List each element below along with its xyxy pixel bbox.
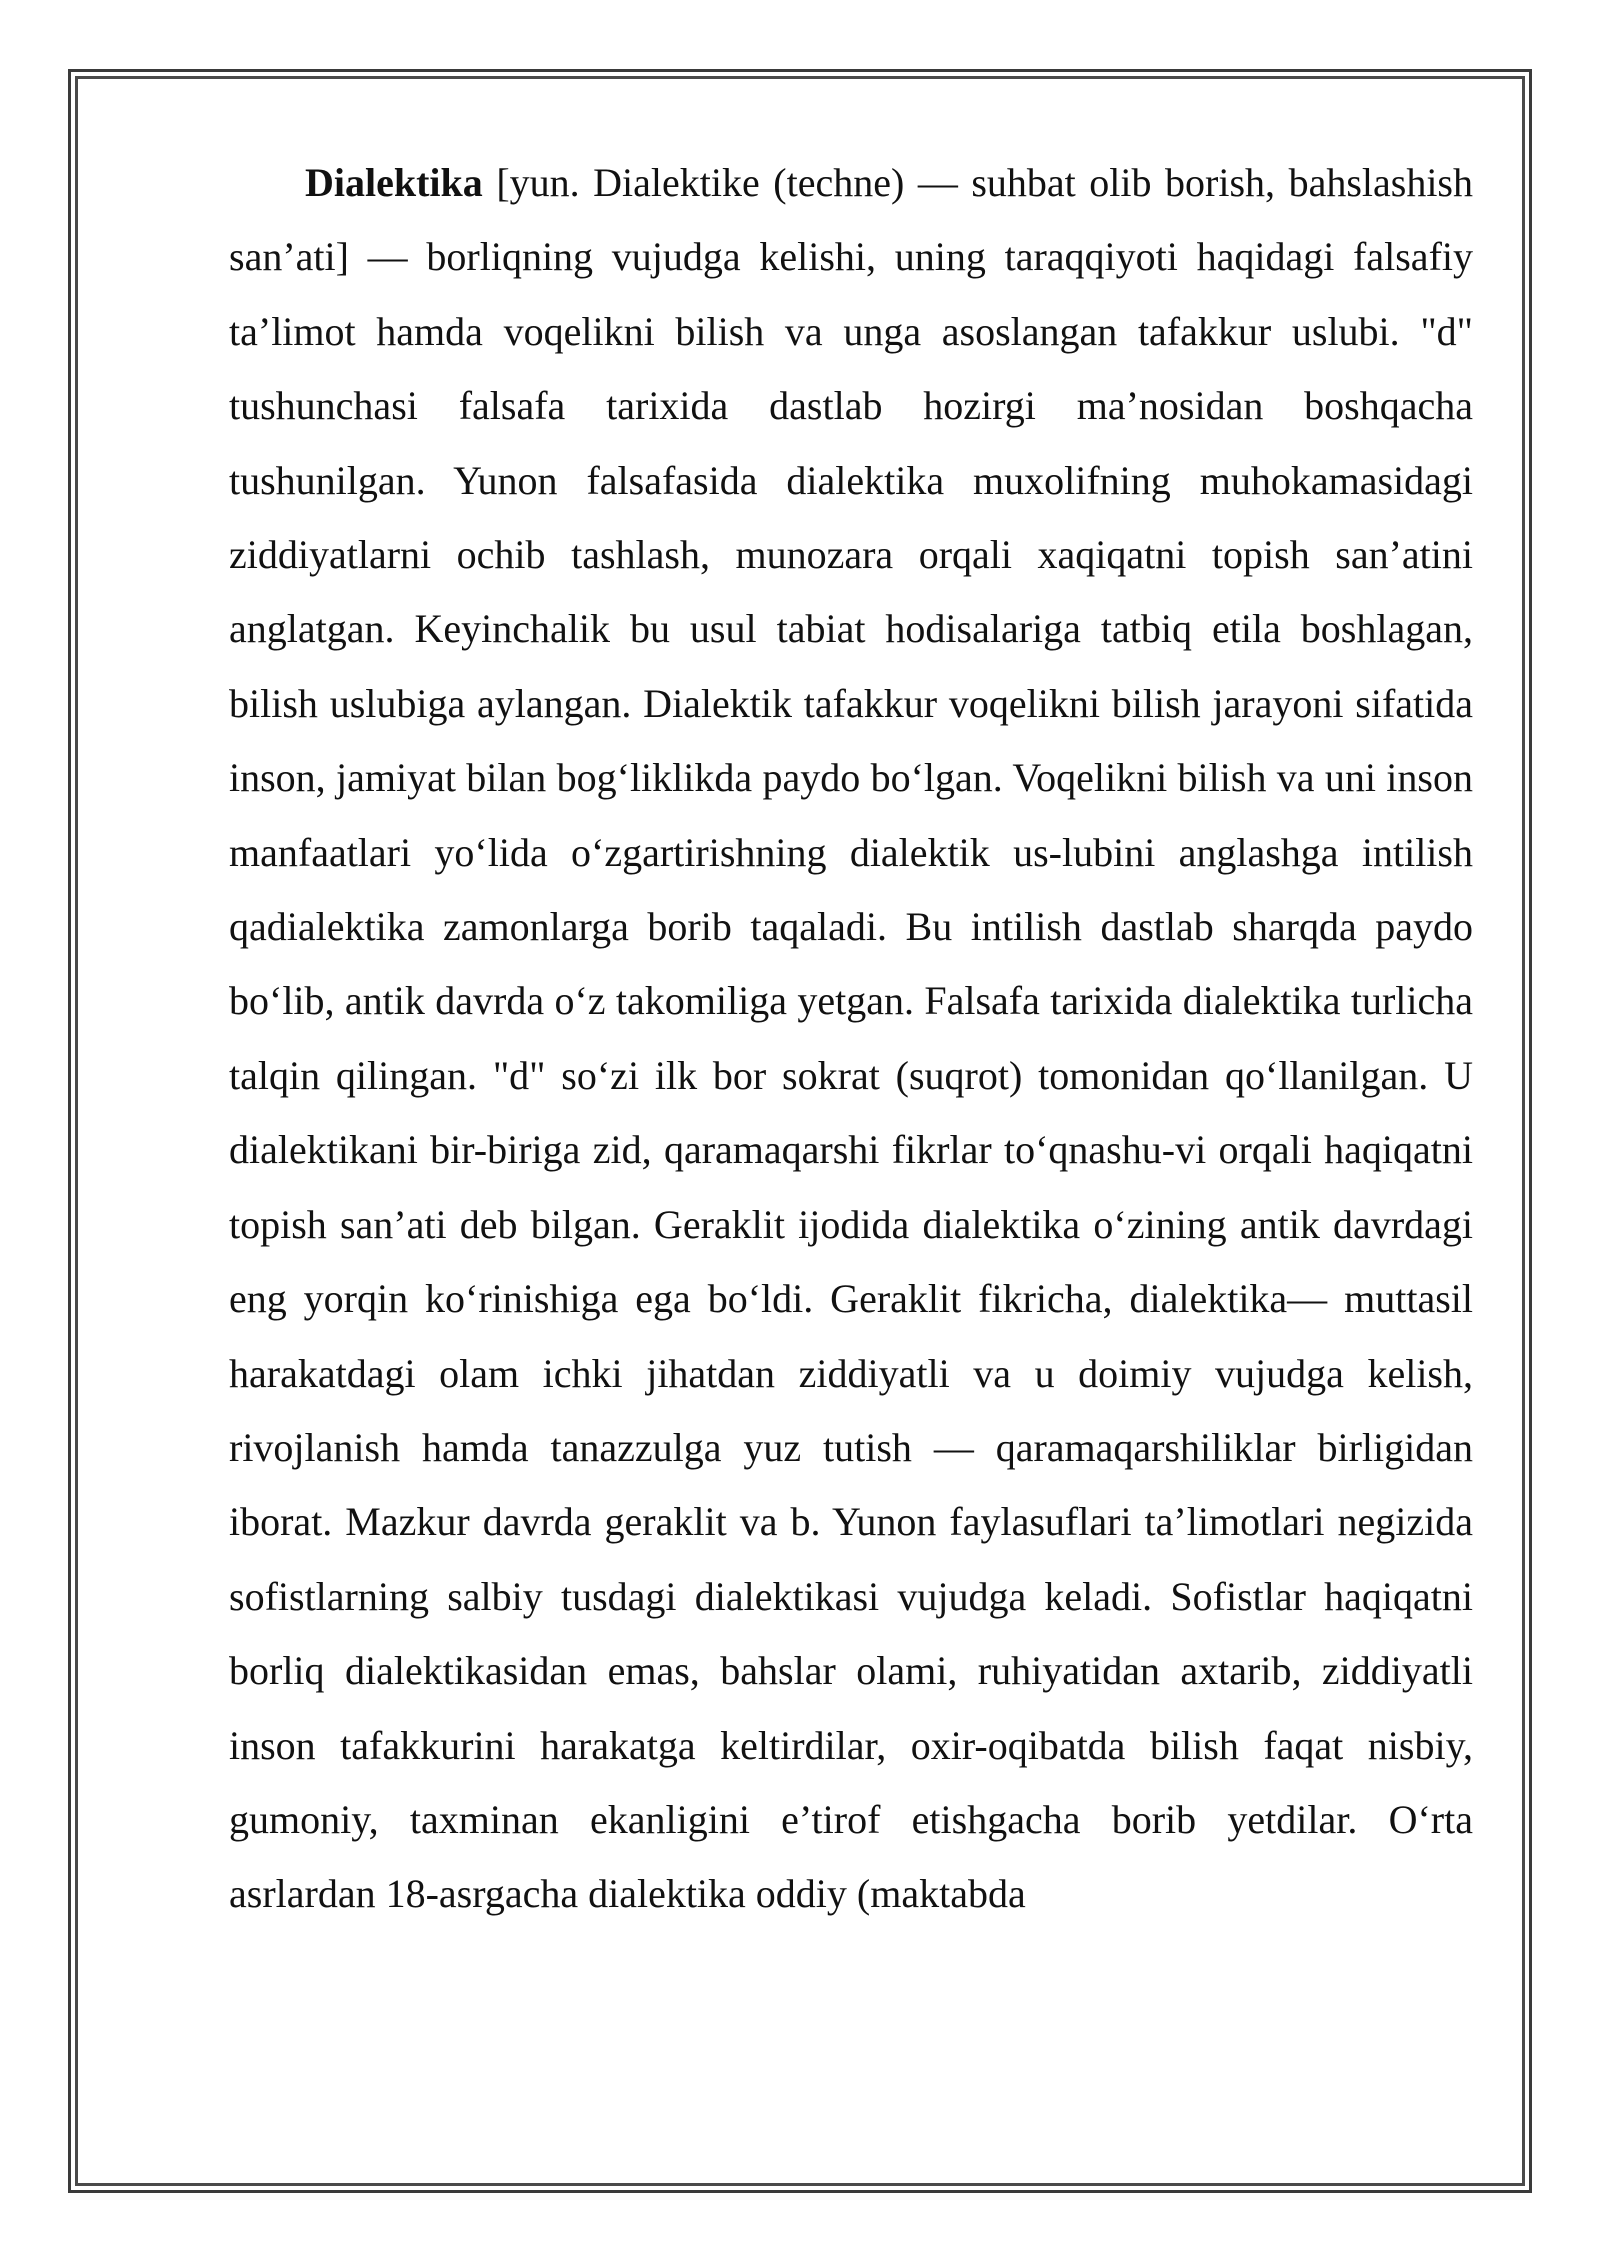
body-paragraph: [229, 146, 1473, 1932]
paragraph-text: [yun. Dialektike (techne) — suhbat olib borish, bahslashish san’ati] — borliqning vujudga kelishi, uning taraqqiyoti haqidagi falsafiy ta’limot hamda voqelikni bilish va unga asoslangan tafakkur uslubi. "d" tushunchasi falsafa tarixida dastlab hozirgi ma’nosidan boshqacha tushunilgan. Yunon falsafasida dialektika muxolifning muhokamasidagi ziddiyatlarni ochib tashlash, munozara orqali xaqiqatni topish san’atini anglatgan. Keyinchalik bu usul tabiat hodisalariga tatbiq etila boshlagan, bilish uslubiga aylangan. Dialektik tafakkur voqelikni bilish jarayoni sifatida inson, jamiyat bilan bog‘liklikda paydo bo‘lgan. Voqelikni bilish va uni inson manfaatlari yo‘lida o‘zgartirishning dialektik us-lubini anglashga intilish qadialektika zamonlarga borib taqaladi. Bu intilish dastlab sharqda paydo bo‘lib, antik davrda o‘z takomiliga yetgan. Falsafa tarixida dialektika turlicha talqin qilingan. "d" so‘zi ilk bor sokrat (suqrot) tomonidan qo‘llanilgan. U dialektikani bir-biriga zid, qaramaqarshi fikrlar to‘qnashu-vi orqali haqiqatni topish san’ati deb bilgan. Geraklit ijodida dialektika o‘zining antik davrdagi eng yorqin ko‘rinishiga ega bo‘ldi. Geraklit fikricha, dialektika— muttasil harakatdagi olam ichki jihatdan ziddiyatli va u doimiy vujudga kelish, rivojlanish hamda tanazzulga yuz tutish — qaramaqarshiliklar birligidan iborat. Mazkur davrda geraklit va b. Yunon faylasuflari ta’limotlari negizida sofistlarning salbiy tusdagi dialektikasi vujudga keladi. Sofistlar haqiqatni borliq dialektikasidan emas, bahslar olami, ruhiyatidan axtarib, ziddiyatli inson tafakkurini harakatga keltirdilar, oxir-oqibatda bilish faqat nisbiy, gumoniy, taxminan ekanligini e’tirof etishgacha borib yetdilar. O‘rta asrlardan 18-asrgacha dialektika oddiy (maktabda: [229, 160, 1473, 1917]
term-heading: Dialektika: [305, 160, 483, 205]
